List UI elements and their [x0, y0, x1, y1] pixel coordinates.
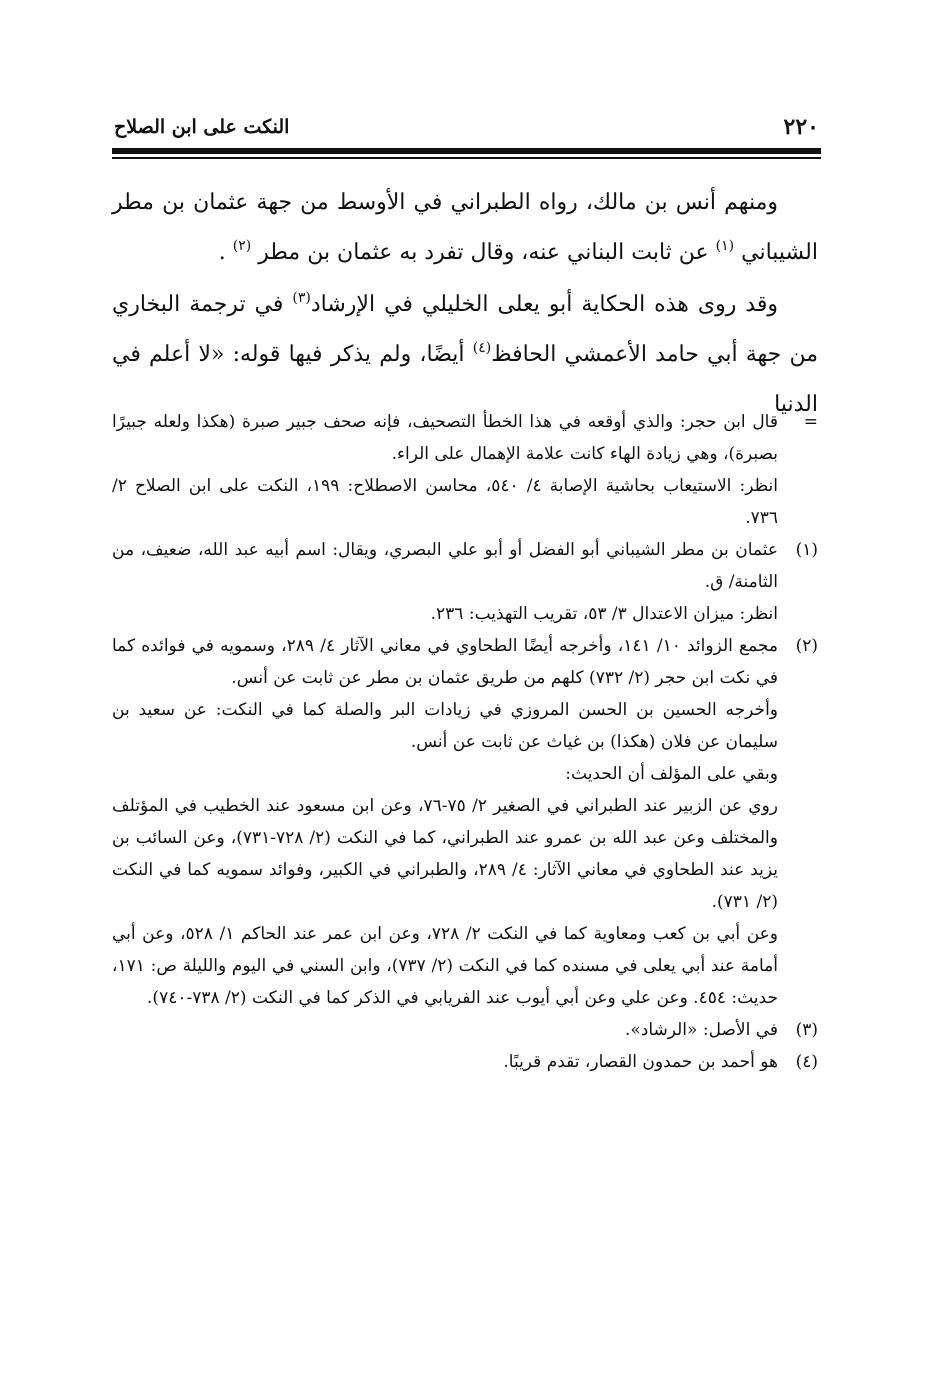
footnote-line: مجمع الزوائد ١٠/ ١٤١، وأخرجه أيضًا الطحاوي في معاني الآثار ٤/ ٢٨٩، وسمويه في فوائده كما في نكت ابن حجر (٢/ ٧٣٢) كلهم من طريق عثمان بن مطر عن ثابت عن أنس. — [112, 636, 778, 688]
page-number: ٢٢٠ — [783, 114, 819, 140]
footnote-line: وبقي على المؤلف أن الحديث: — [565, 764, 778, 784]
page-header — [112, 112, 821, 146]
paragraph-text: في ترجمة البخاري من جهة أبي حامد الأعمشي الحافظ — [112, 292, 818, 367]
footnote-ref: (١) — [715, 238, 735, 254]
footnote-2 — [112, 630, 818, 1014]
footnote-marker: (٤) — [795, 1052, 818, 1072]
paragraph-text: . — [218, 240, 233, 265]
footnote-ref: (٢) — [232, 238, 252, 254]
footnote-ref: (٤) — [472, 340, 492, 356]
footnote-1 — [112, 534, 818, 630]
footnotes — [112, 406, 818, 1078]
running-title: النكت على ابن الصلاح — [114, 116, 290, 138]
footnote-4 — [112, 1046, 818, 1078]
paragraph-text: ومنهم أنس بن مالك، رواه الطبراني في الأوسط من جهة عثمان بن مطر الشيباني — [112, 190, 818, 265]
paragraph-text: عن ثابت البناني عنه، وقال تفرد به عثمان بن مطر — [258, 240, 716, 265]
paragraph — [112, 178, 818, 278]
header-rule-thick — [112, 148, 821, 154]
footnote-line: وأخرجه الحسين بن الحسن المروزي في زيادات البر والصلة كما في النكت: عن سعيد بن سليمان عن فلان (هكذا) بن غياث عن ثابت عن أنس. — [112, 700, 778, 752]
footnote-3 — [112, 1014, 818, 1046]
footnote-marker: (٣) — [795, 1020, 818, 1040]
header-rule-thin — [112, 157, 821, 159]
footnote-marker: (١) — [795, 540, 818, 560]
paragraph-text: أيضًا، ولم يذكر فيها قوله: «لا أعلم في الدنيا — [112, 342, 818, 417]
footnote-line: وعن أبي بن كعب ومعاوية كما في النكت ٢/ ٧٢٨، وعن ابن عمر عند الحاكم ١/ ٥٢٨، وعن أبي أمامة عند أبي يعلى في مسنده كما في النكت (٢/ ٧٣٧)، وابن السني في اليوم والليلة ص: ١٧١، حديث: ٤٥٤. وعن علي وعن أبي أيوب عند الفريابي في الذكر كما في النكت (٢/ ٧٣٨-٧٤٠). — [112, 924, 778, 1008]
footnote-line: في الأصل: «الرشاد». — [624, 1020, 778, 1040]
footnote-line: هو أحمد بن حمدون القصار، تقدم قريبًا. — [503, 1052, 778, 1072]
footnote-marker: (٢) — [795, 636, 818, 656]
footnote-line: قال ابن حجر: والذي أوقعه في هذا الخطأ التصحيف، فإنه صحف جبير صبرة (هكذا ولعله جبيرًا بصبرة)، وهي زيادة الهاء كانت علامة الإهمال على الراء. — [112, 412, 778, 464]
paragraph-text: وقد روى هذه الحكاية أبو يعلى الخليلي في الإرشاد — [310, 292, 778, 317]
footnote-line: انظر: الاستيعاب بحاشية الإصابة ٤/ ٥٤٠، محاسن الاصطلاح: ١٩٩، النكت على ابن الصلاح ٢/ ٧٣٦. — [112, 476, 778, 528]
footnote-line: انظر: ميزان الاعتدال ٣/ ٥٣، تقريب التهذيب: ٢٣٦. — [430, 604, 778, 624]
footnote-continued — [112, 406, 818, 534]
footnote-line: عثمان بن مطر الشيباني أبو الفضل أو أبو علي البصري، ويقال: اسم أبيه عبد الله، ضعيف، من الثامنة/ ق. — [112, 540, 778, 592]
footnote-marker: = — [803, 412, 818, 432]
footnote-ref: (٣) — [292, 290, 311, 306]
main-text — [112, 178, 818, 430]
footnote-line: روي عن الزبير عند الطبراني في الصغير ٢/ ٧٥-٧٦، وعن ابن مسعود عند الخطيب في المؤتلف والمختلف وعن عبد الله بن عمرو عند الطبراني، كما في النكت (٢/ ٧٢٨-٧٣١)، وعن السائب بن يزيد عند الطحاوي في معاني الآثار: ٤/ ٢٨٩، والطبراني في الكبير، وفوائد سمويه كما في النكت (٢/ ٧٣١). — [112, 796, 778, 912]
